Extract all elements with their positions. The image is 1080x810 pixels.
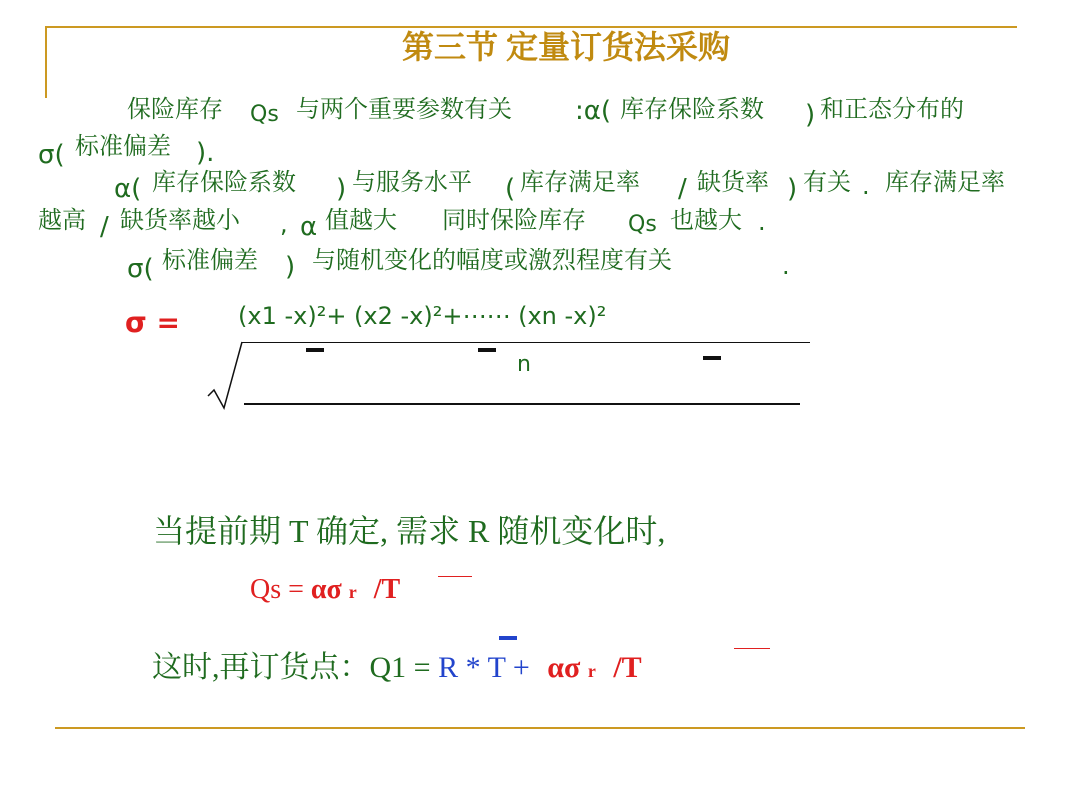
para3-sigma-open: σ( [127, 254, 154, 284]
para2-text-a: 库存保险系数 [152, 168, 296, 196]
para1-sigma-open: σ( [38, 140, 65, 170]
para1-text-a: 保险库存 [127, 95, 223, 123]
qs-label: Qs = [250, 574, 311, 605]
para1-text-c: 库存保险系数 [620, 95, 764, 123]
para1-text-e: 标准偏差 [75, 132, 171, 160]
qs-formula [250, 574, 400, 606]
para2-line2-a: 越高 [38, 206, 86, 234]
para2-close-1: ) [336, 174, 347, 204]
times-t: * T + [465, 651, 538, 684]
para2-slash-2: / [100, 212, 109, 242]
para1-text-b: 与两个重要参数有关 [296, 95, 512, 123]
reorder-point-formula [152, 642, 642, 686]
para2-close-2: ) [787, 174, 798, 204]
para2-comma: , [280, 210, 288, 238]
qs-sqrt-overline [438, 576, 472, 577]
para1-colon-alpha: :α( [575, 96, 612, 126]
formula-numerator: (x1 -x)²+ (x2 -x)²+⋯⋯ (xn -x)² [238, 302, 607, 330]
qs-sigma-subscript: r [348, 582, 357, 602]
para2-text-e: 有关 [803, 168, 851, 196]
reorder-sqrt-overline [734, 648, 770, 649]
para2-line2-c: 值越大 [325, 206, 397, 234]
para2-text-f: 库存满足率 [885, 168, 1005, 196]
para2-alpha-2: α [300, 212, 318, 242]
para2-dot-2: . [758, 208, 766, 236]
para2-slash-1: / [678, 174, 687, 204]
para3-close: ) [285, 252, 296, 282]
r-bar: R [438, 651, 459, 684]
reorder-sqrt-t: /T [613, 651, 642, 684]
qs-alpha-sigma: ασ [310, 574, 342, 605]
sqrt-radical-icon [200, 338, 810, 418]
para2-text-c: 库存满足率 [520, 168, 640, 196]
para1-close-1: ) [805, 100, 816, 130]
para2-text-b: 与服务水平 [352, 168, 472, 196]
para3-dot: . [782, 252, 790, 280]
formula-denominator: n [517, 352, 531, 377]
para1-text-d: 和正态分布的 [820, 95, 964, 123]
para2-line2-e: 也越大 [670, 206, 742, 234]
para2-text-d: 缺货率 [697, 168, 769, 196]
qs-sqrt-t: /T [373, 574, 401, 605]
para2-line2-d: 同时保险库存 [442, 206, 586, 234]
para2-open-2: ( [505, 174, 516, 204]
slide-title: 第三节 定量订货法采购 [402, 29, 731, 65]
r-bar-mark [499, 636, 517, 640]
reorder-alpha-sigma: ασ [547, 651, 581, 684]
para2-qs-2: Qs [628, 212, 657, 237]
para1-close-2: ). [196, 138, 215, 168]
lower-line-1: 当提前期 T 确定, 需求 R 随机变化时, [153, 513, 666, 549]
left-rule [45, 26, 47, 98]
para3-text-b: 与随机变化的幅度或激烈程度有关 [312, 246, 672, 274]
reorder-label: 这时,再订货点：Q1 = [152, 651, 439, 684]
reorder-sigma-subscript: r [587, 661, 596, 681]
bottom-rule [55, 727, 1025, 729]
para1-qs: Qs [250, 102, 279, 127]
formula-sigma-eq: σ = [125, 306, 181, 339]
para3-text-a: 标准偏差 [162, 246, 258, 274]
para2-alpha-open: α( [114, 174, 142, 204]
para2-line2-b: 缺货率越小 [120, 206, 240, 234]
para2-dot-1: . [862, 172, 870, 200]
